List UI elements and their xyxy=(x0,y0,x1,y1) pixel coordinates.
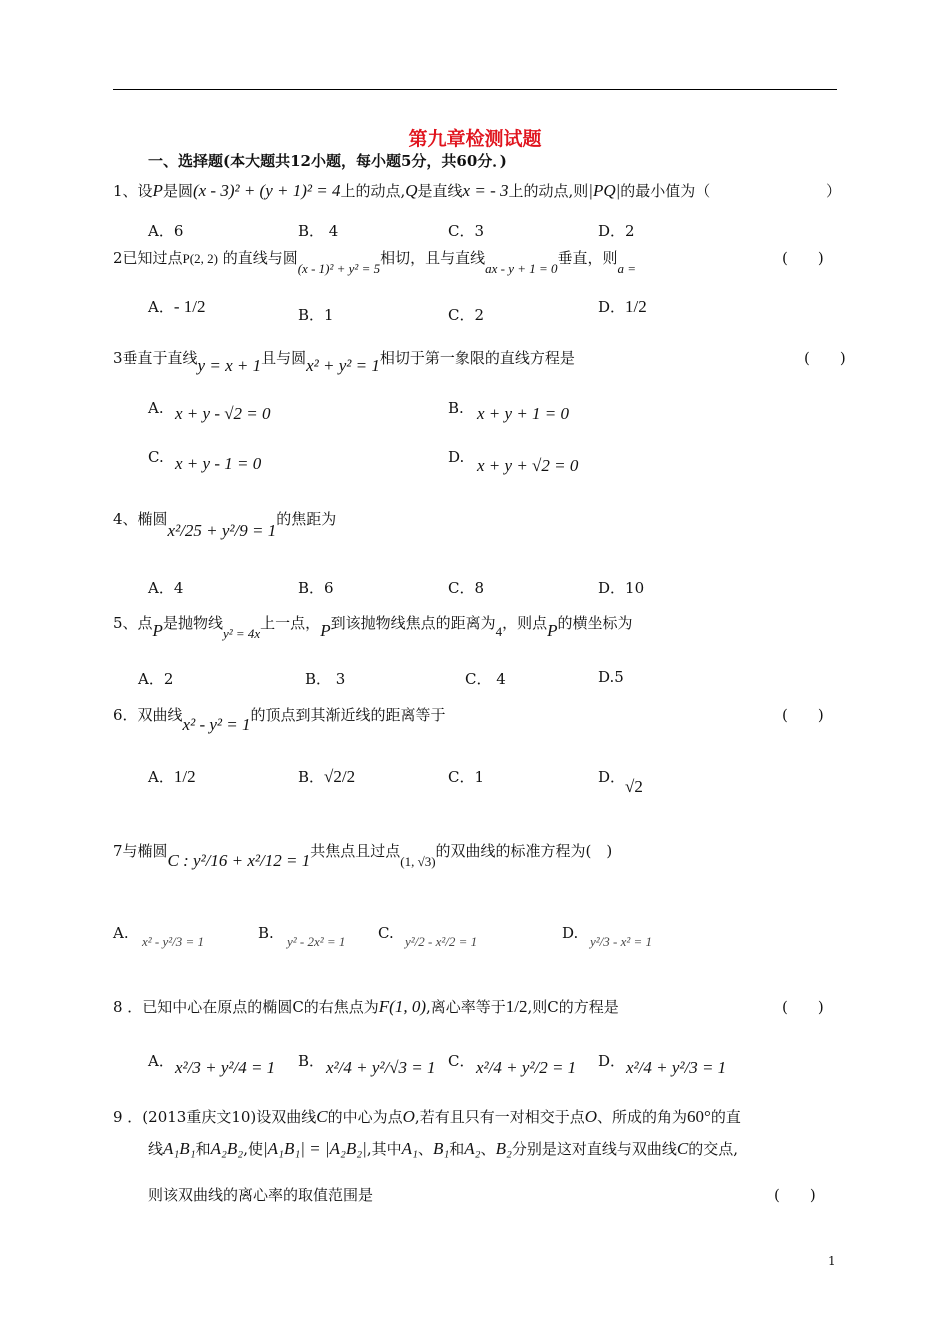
question-8 xyxy=(113,996,619,1017)
q2-option-a xyxy=(148,296,205,317)
q3-option-c: x + y - 1 = 0 xyxy=(175,454,262,473)
q6-option-d-label: D． xyxy=(598,768,626,786)
q1-text: 是圆 xyxy=(162,182,193,200)
q5-parabola-eq: y² = 4x xyxy=(222,626,261,641)
q7-option-a-label: A. xyxy=(113,924,129,942)
q9-text: 、 xyxy=(417,1140,433,1158)
q9-line-a1b1: A₁B₁ xyxy=(163,1139,196,1158)
q6-option-d xyxy=(598,766,643,796)
q3-text: 且与圆 xyxy=(261,349,307,367)
q6-answer-paren: ( ) xyxy=(782,706,824,724)
q1-pq: |PQ| xyxy=(588,181,621,200)
section-heading: 一、选择题(本大题共12小题，每小题5分，共60分．) xyxy=(148,152,507,170)
question-2 xyxy=(113,247,637,276)
q1-num: 1、设 xyxy=(113,182,153,200)
q8-answer-paren: ( ) xyxy=(782,998,824,1016)
q9-equal-lengths: |A₁B₁| = |A₂B₂| xyxy=(263,1139,367,1158)
q3-text: 相切于第一象限的直线方程是 xyxy=(379,349,575,367)
q9-line-a2b2: A₂B₂ xyxy=(210,1139,244,1158)
q6-option-d-value: √2 xyxy=(625,777,643,796)
q2-option-b: B．1 xyxy=(298,306,334,324)
q9-point-a2: A₂ xyxy=(464,1139,481,1158)
question-4 xyxy=(113,508,337,540)
q2-a: a = xyxy=(617,261,637,276)
q2-answer-paren: ( ) xyxy=(782,249,824,267)
q9-text: ,使 xyxy=(243,1140,263,1158)
q5-text: 是抛物线 xyxy=(162,614,223,632)
q5-distance: 4 xyxy=(495,624,503,639)
q8-option-b: x²/4 + y²/√3 = 1 xyxy=(326,1058,436,1077)
q9-answer-paren: ( ) xyxy=(774,1186,816,1204)
q7-point: (1, √3) xyxy=(400,854,436,869)
q2-option-a-value: - 1/2 xyxy=(173,297,206,316)
q9-text: 、所成的角为 xyxy=(596,1108,687,1126)
q3-option-b-label: B. xyxy=(448,399,464,417)
question-9-line-1 xyxy=(113,1106,741,1127)
q1-option-c: C．3 xyxy=(448,222,485,240)
question-1 xyxy=(113,180,710,201)
question-5 xyxy=(113,612,633,641)
header-rule xyxy=(113,89,837,90)
q5-option-c: C． 4 xyxy=(465,670,506,688)
q8-option-d: x²/4 + y²/3 = 1 xyxy=(626,1058,727,1077)
question-9-line-3: 则该双曲线的离心率的取值范围是 xyxy=(148,1186,374,1204)
q4-option-d: D．10 xyxy=(598,579,645,597)
q6-text: 的顶点到其渐近线的距离等于 xyxy=(250,706,446,724)
q8-num: 8 ．已知中心在原点的椭圆C的右焦点为 xyxy=(113,998,379,1016)
q5-num: 5、点 xyxy=(113,614,153,632)
question-3 xyxy=(113,347,575,375)
q1-text: 上的动点,则 xyxy=(508,182,589,200)
q9-text: 和 xyxy=(195,1140,211,1158)
page-number: 1 xyxy=(828,1254,836,1268)
q3-num: 3垂直于直线 xyxy=(113,349,198,367)
q9-text: 、 xyxy=(480,1140,496,1158)
q1-option-a: A．6 xyxy=(148,222,184,240)
q9-point-b2: B₂ xyxy=(495,1139,512,1158)
q5-text: 的横坐标为 xyxy=(557,614,633,632)
q9-text: 的直 xyxy=(710,1108,741,1126)
q9-text: 线 xyxy=(148,1140,164,1158)
q3-option-d: x + y + √2 = 0 xyxy=(477,456,579,475)
q7-num: 7与椭圆 xyxy=(113,842,168,860)
q9-text: 和 xyxy=(449,1140,465,1158)
q3-option-a-label: A. xyxy=(148,399,164,417)
q5-option-b: B． 3 xyxy=(305,670,346,688)
q9-hyperbola-c: C xyxy=(676,1139,689,1158)
q9-point-o: O xyxy=(402,1107,415,1126)
q9-text: ,若有且只有一对相交于点 xyxy=(414,1108,585,1126)
q2-option-a-label: A． xyxy=(148,298,174,316)
q3-option-b: x + y + 1 = 0 xyxy=(477,404,570,423)
q8-option-a-label: A． xyxy=(148,1052,174,1070)
q9-text: 的交点, xyxy=(688,1140,738,1158)
q2-point: P(2, 2) xyxy=(182,251,218,266)
q2-option-c: C．2 xyxy=(448,306,485,324)
q2-text: 的直线与圆 xyxy=(217,249,298,267)
q9-hyperbola-c: C xyxy=(316,1107,328,1126)
q1-answer-paren: ） xyxy=(826,182,842,200)
q1-line-eq: x = - 3 xyxy=(462,181,509,200)
q2-line-eq: ax - y + 1 = 0 xyxy=(485,261,558,276)
q9-text: 9 ．(2013重庆文10)设双曲线 xyxy=(113,1108,317,1126)
q2-option-d xyxy=(598,296,647,317)
q8-eccentricity: 1/2 xyxy=(505,997,528,1016)
q7-option-d: y²/3 - x² = 1 xyxy=(590,934,653,949)
q9-point-o: O xyxy=(584,1107,597,1126)
q3-line-eq: y = x + 1 xyxy=(197,356,262,375)
q2-text: 相切，且与直线 xyxy=(380,249,486,267)
q6-option-c: C．1 xyxy=(448,768,485,786)
q9-point-a1: A₁ xyxy=(401,1139,418,1158)
q9-point-b1: B₁ xyxy=(432,1139,450,1158)
q7-text: 的双曲线的标准方程为( ) xyxy=(435,842,613,860)
q1-text: 的最小值为（ xyxy=(620,182,711,200)
q5-text: 上一点， xyxy=(260,614,321,632)
q9-text: ,其中 xyxy=(366,1140,402,1158)
q1-circle-eq: (x - 3)² + (y + 1)² = 4 xyxy=(192,181,341,200)
question-7 xyxy=(113,840,613,870)
q3-option-a: x + y - √2 = 0 xyxy=(175,404,271,423)
q8-option-a: x²/3 + y²/4 = 1 xyxy=(175,1058,276,1077)
question-9-line-2 xyxy=(148,1138,738,1159)
q6-option-b-value: √2/2 xyxy=(324,767,356,786)
q5-point-p: P xyxy=(152,621,163,640)
q5-point-p: P xyxy=(320,621,331,640)
q6-option-a xyxy=(148,766,196,787)
q8-text: ,离心率等于 xyxy=(426,998,506,1016)
q4-text: 的焦距为 xyxy=(276,510,337,528)
q7-option-a: x² - y²/3 = 1 xyxy=(142,934,205,949)
q9-text: 分别是这对直线与双曲线 xyxy=(511,1140,677,1158)
q6-option-a-label: A． xyxy=(148,768,174,786)
q8-focus: F(1, 0) xyxy=(378,997,427,1016)
q4-ellipse-eq: x²/25 + y²/9 = 1 xyxy=(167,521,277,540)
q1-option-d: D．2 xyxy=(598,222,635,240)
q5-point-p: P xyxy=(547,621,558,640)
q3-option-c-label: C. xyxy=(148,448,164,466)
q8-text: ,则C的方程是 xyxy=(527,998,619,1016)
q7-text: 共焦点且过点 xyxy=(310,842,401,860)
q7-option-c: y²/2 - x²/2 = 1 xyxy=(405,934,478,949)
q6-num: 6．双曲线 xyxy=(113,706,183,724)
q1-point-q: Q xyxy=(405,181,418,200)
q6-hyperbola-eq: x² - y² = 1 xyxy=(182,715,251,734)
q7-option-d-label: D. xyxy=(562,924,579,942)
q7-option-b-label: B. xyxy=(258,924,274,942)
q6-option-b-label: B． xyxy=(298,768,325,786)
question-6 xyxy=(113,704,446,734)
q1-point-p: P xyxy=(152,181,163,200)
q3-circle-eq: x² + y² = 1 xyxy=(306,356,380,375)
q4-option-c: C．8 xyxy=(448,579,485,597)
q6-option-a-value: 1/2 xyxy=(173,767,196,786)
q1-text: 是直线 xyxy=(417,182,463,200)
q9-angle: 60° xyxy=(687,1107,711,1126)
q8-option-c: x²/4 + y²/2 = 1 xyxy=(476,1058,577,1077)
q8-option-c-label: C． xyxy=(448,1052,475,1070)
q2-option-d-label: D． xyxy=(598,298,626,316)
q5-option-d: D.5 xyxy=(598,668,624,686)
q5-text: ，则点 xyxy=(502,614,548,632)
q9-text: 的中心为点 xyxy=(327,1108,403,1126)
q4-option-b: B．6 xyxy=(298,579,334,597)
q7-ellipse-eq: C : y²/16 + x²/12 = 1 xyxy=(167,851,311,870)
q1-text: 上的动点, xyxy=(340,182,406,200)
q4-option-a: A．4 xyxy=(148,579,184,597)
q2-option-d-value: 1/2 xyxy=(625,297,647,316)
q3-option-d-label: D. xyxy=(448,448,465,466)
q4-num: 4、椭圆 xyxy=(113,510,168,528)
q3-answer-paren: ( ) xyxy=(804,349,846,367)
q1-option-b: B． 4 xyxy=(298,222,339,240)
q2-circle-eq: (x - 1)² + y² = 5 xyxy=(297,261,381,276)
q7-option-b: y² - 2x² = 1 xyxy=(287,934,346,949)
q8-option-b-label: B． xyxy=(298,1052,325,1070)
q6-option-b xyxy=(298,766,355,787)
q8-option-d-label: D． xyxy=(598,1052,626,1070)
q2-text: 垂直，则 xyxy=(557,249,618,267)
page-title: 第九章检测试题 xyxy=(408,128,542,150)
q2-num: 2已知过点 xyxy=(113,249,183,267)
q7-option-c-label: C. xyxy=(378,924,394,942)
q5-text: 到该抛物线焦点的距离为 xyxy=(330,614,496,632)
q5-option-a: A．2 xyxy=(138,670,174,688)
